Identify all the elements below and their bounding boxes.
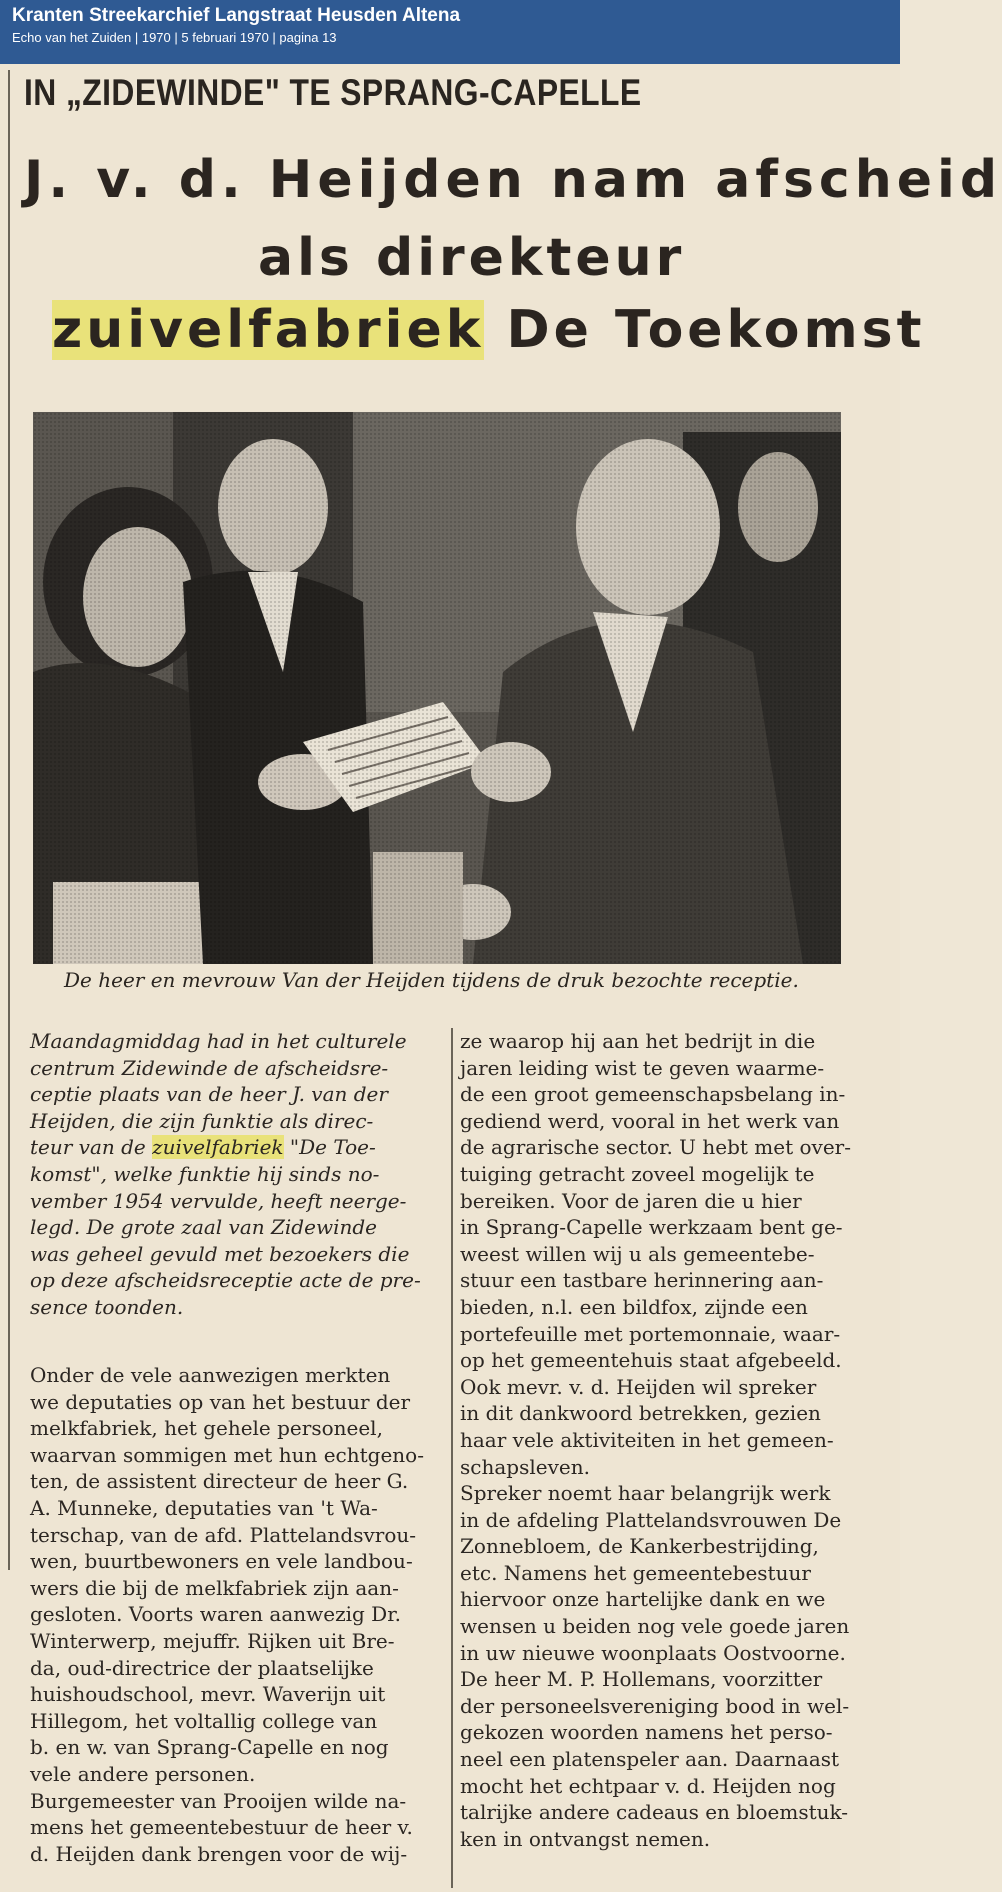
text-line: Burgemeester van Prooijen wilde na- [30,1788,407,1813]
text-line: bieden, n.l. een bildfox, zijnde een [460,1294,808,1319]
text-line: op deze afscheidsreceptie acte de pre- [30,1268,421,1293]
text-line: mens het gemeentebestuur de heer v. [30,1815,413,1840]
body-column-right [460,1028,851,1852]
headline-line-3-rest: De Toekomst [484,300,926,360]
column-rule-left [8,70,10,1570]
archive-title: Kranten Streekarchief Langstraat Heusden Altena [12,5,461,26]
text-line: terschap, van de afd. Plattelandsvrou- [30,1522,417,1547]
text-line: centrum Zidewinde de afscheidsre- [30,1055,389,1080]
intro-paragraph [30,1028,421,1321]
text-line: sence toonden. [30,1294,184,1319]
text-line: ten, de assistent directeur de heer G. [30,1469,409,1494]
text-fragment: "De Toe- [283,1135,376,1160]
text-line: legd. De grote zaal van Zidewinde [30,1215,377,1240]
text-line: Onder de vele aanwezigen merkten [30,1363,391,1387]
search-highlight: zuivelfabriek [152,1135,284,1160]
text-line: etc. Namens het gemeentebestuur [460,1560,811,1585]
text-line: portefeuille met portemonnaie, waar- [460,1321,841,1346]
body-column-left [30,1362,424,1867]
text-line: stuur een tastbare herinnering aan- [460,1268,824,1293]
text-line: Zonnebloem, de Kankerbestrijding, [460,1534,819,1559]
text-line: mocht het echtpaar v. d. Heijden nog [460,1773,836,1798]
text-line: was geheel gevuld met bezoekers die [30,1241,410,1266]
text-line: tuiging getracht zoveel mogelijk te [460,1161,815,1186]
text-line: b. en w. van Sprang-Capelle en nog [30,1735,389,1760]
text-line: Spreker noemt haar belangrijk werk [460,1481,831,1506]
text-line: waarvan sommigen met hun echtgeno- [30,1442,424,1467]
text-line: huishoudschool, mevr. Waverijn uit [30,1682,386,1707]
text-line: in de afdeling Plattelandsvrouwen De [460,1507,842,1532]
article-photo [33,412,841,964]
text-line: talrijke andere cadeaus en bloemstuk- [460,1800,849,1825]
photo-caption: De heer en mevrouw Van der Heijden tijdens de druk bezochte receptie. [64,968,799,992]
text-line: in Sprang-Capelle werkzaam bent ge- [460,1215,843,1240]
text-line: melkfabriek, het gehele personeel, [30,1416,383,1441]
text-line: da, oud-directrice der plaatselijke [30,1655,374,1680]
text-line: A. Munneke, deputaties van 't Wa- [30,1495,378,1520]
headline-line-1: J. v. d. Heijden nam afscheid [24,150,1002,210]
text-line: gediend werd, vooral in het werk van [460,1108,840,1133]
text-line: vember 1954 vervulde, heeft neerge- [30,1188,407,1213]
text-line: Maandagmiddag had in het culturele [30,1029,407,1053]
text-line: d. Heijden dank brengen voor de wij- [30,1841,408,1866]
text-line: op het gemeentehuis staat afgebeeld. [460,1348,842,1373]
text-line: vele andere personen. [30,1761,256,1786]
text-line: wensen u beiden nog vele goede jaren [460,1614,850,1639]
text-line: de een groot gemeenschapsbelang in- [460,1082,846,1107]
text-line: jaren leiding wist te geven waarme- [460,1055,825,1080]
text-line: de agrarische sector. U hebt met over- [460,1135,851,1160]
text-line: in dit dankwoord betrekken, gezien [460,1401,821,1426]
text-line: schapsleven. [460,1454,590,1479]
text-line: in uw nieuwe woonplaats Oostvoorne. [460,1640,846,1665]
text-line: Winterwerp, mejuffr. Rijken uit Bre- [30,1628,395,1653]
text-fragment: teur van de [30,1135,153,1160]
text-line: gekozen woorden namens het perso- [460,1720,833,1745]
text-line: gesloten. Voorts waren aanwezig Dr. [30,1602,401,1627]
text-line: ken in ontvangst nemen. [460,1826,711,1851]
text-line: wers die bij de melkfabriek zijn aan- [30,1575,399,1600]
text-line: Heijden, die zijn funktie als direc- [30,1108,374,1133]
text-line: haar vele aktiviteiten in het gemeen- [460,1427,834,1452]
text-line: bereiken. Voor de jaren die u hier [460,1188,802,1213]
text-line: we deputaties op van het bestuur der [30,1389,411,1414]
search-highlight: zuivelfabriek [52,300,485,360]
archive-breadcrumb: Echo van het Zuiden | 1970 | 5 februari 1970 | pagina 13 [12,30,337,45]
column-rule-middle [451,1028,453,1888]
text-line: Hillegom, het voltallig college van [30,1708,378,1733]
text-line: weest willen wij u als gemeentebe- [460,1241,815,1266]
text-line: neel een platenspeler aan. Daarnaast [460,1747,840,1772]
text-line: ze waarop hij aan het bedrijt in die [460,1029,816,1053]
text-line: hiervoor onze hartelijke dank en we [460,1587,826,1612]
text-line: Ook mevr. v. d. Heijden wil spreker [460,1374,817,1399]
headline-line-3 [52,300,925,360]
text-line: komst", welke funktie hij sinds no- [30,1161,380,1186]
text-line: wen, buurtbewoners en vele landbou- [30,1549,413,1574]
archive-header-bar [0,0,900,64]
text-line: der personeelsvereniging bood in wel- [460,1693,850,1718]
text-line: ceptie plaats van de heer J. van der [30,1082,388,1107]
text-line [30,1134,421,1161]
photo-illustration [33,412,841,964]
article-kicker: IN „ZIDEWINDE" TE SPRANG-CAPELLE [24,72,642,113]
headline-line-2: als direkteur [258,228,686,288]
text-line: De heer M. P. Hollemans, voorzitter [460,1667,823,1692]
